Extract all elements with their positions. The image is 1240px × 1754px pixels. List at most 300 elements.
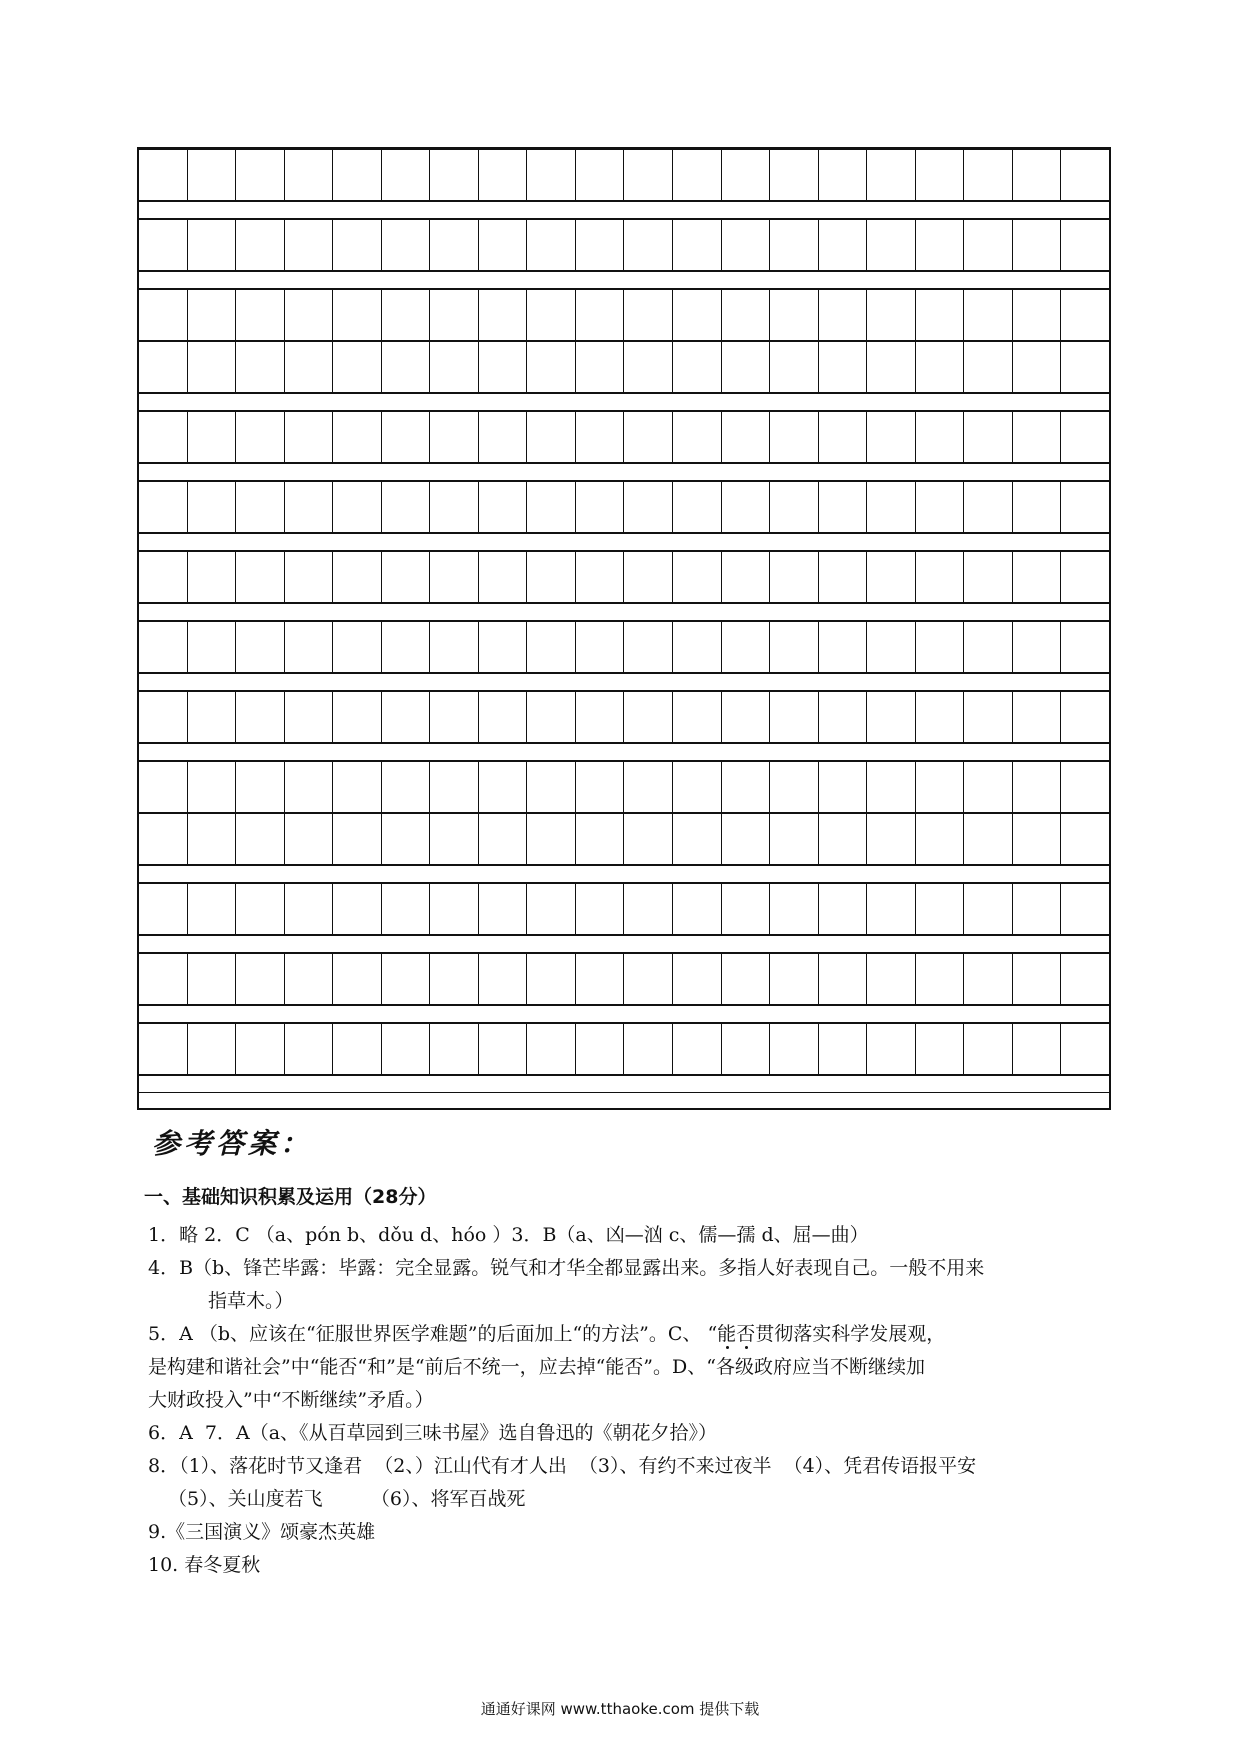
- grid-cell: [382, 220, 431, 270]
- grid-cell: [964, 290, 1013, 340]
- answer-text: 5．A （b、应该在“征服世界医学难题”的后面加上“的方法”。C、 “: [148, 1323, 718, 1345]
- grid-cell: [479, 220, 528, 270]
- grid-cell: [236, 622, 285, 672]
- grid-cell: [1013, 552, 1062, 602]
- grid-gap-strip: [139, 743, 1109, 761]
- grid-cell: [527, 622, 576, 672]
- grid-cell: [576, 1024, 625, 1074]
- grid-cell: [430, 412, 479, 462]
- grid-gap-strip: [139, 603, 1109, 621]
- grid-cell: [236, 954, 285, 1004]
- grid-cell: [576, 954, 625, 1004]
- grid-cell: [770, 290, 819, 340]
- grid-cell: [624, 552, 673, 602]
- grid-cell: [722, 412, 771, 462]
- grid-cell: [479, 482, 528, 532]
- grid-cell: [285, 954, 334, 1004]
- grid-cell: [527, 220, 576, 270]
- grid-cell: [673, 954, 722, 1004]
- grid-cell: [867, 412, 916, 462]
- grid-cell: [722, 884, 771, 934]
- grid-gap-strip: [139, 1075, 1109, 1093]
- grid-cell: [527, 150, 576, 200]
- grid-cell: [1061, 692, 1109, 742]
- answer-line: [148, 1318, 1118, 1351]
- grid-cell: [527, 762, 576, 812]
- grid-cell: [867, 150, 916, 200]
- grid-cell: [964, 884, 1013, 934]
- grid-cell: [479, 954, 528, 1004]
- grid-cell: [285, 1024, 334, 1074]
- grid-cell: [964, 1024, 1013, 1074]
- grid-cell: [624, 622, 673, 672]
- grid-cell: [285, 412, 334, 462]
- grid-gap-strip: [139, 201, 1109, 219]
- grid-cell: [333, 342, 382, 392]
- grid-cell: [916, 692, 965, 742]
- grid-cell: [722, 692, 771, 742]
- grid-cell: [382, 884, 431, 934]
- grid-cell: [527, 552, 576, 602]
- grid-cell: [819, 692, 868, 742]
- grid-cell: [236, 1024, 285, 1074]
- grid-row: [139, 551, 1109, 603]
- grid-cell: [722, 622, 771, 672]
- grid-cell: [819, 954, 868, 1004]
- grid-cell: [770, 692, 819, 742]
- emphasis-char: 否: [736, 1323, 756, 1345]
- grid-cell: [722, 150, 771, 200]
- grid-cell: [430, 814, 479, 864]
- grid-cell: [479, 290, 528, 340]
- grid-cell: [867, 552, 916, 602]
- grid-cell: [1013, 622, 1062, 672]
- answer-line: 是构建和谐社会”中“能否“和”是“前后不统一，应去掉“能否”。D、“各级政府应当不断继续加: [148, 1356, 925, 1378]
- grid-cell: [673, 692, 722, 742]
- grid-cell: [188, 692, 237, 742]
- grid-cell: [527, 290, 576, 340]
- emphasis-char: 能: [717, 1323, 737, 1345]
- grid-cell: [285, 552, 334, 602]
- grid-cell: [527, 954, 576, 1004]
- answer-line: 8．（1）、落花时节又逢君 （2、）江山代有才人出 （3）、有约不来过夜半 （4）、凭君传语报平安: [148, 1455, 977, 1477]
- grid-cell: [1013, 1024, 1062, 1074]
- grid-cell: [576, 692, 625, 742]
- grid-cell: [1013, 150, 1062, 200]
- answer-line: 10. 春冬夏秋: [148, 1554, 261, 1576]
- grid-cell: [964, 814, 1013, 864]
- grid-cell: [916, 482, 965, 532]
- grid-cell: [916, 884, 965, 934]
- grid-cell: [139, 220, 188, 270]
- grid-cell: [139, 692, 188, 742]
- grid-cell: [1013, 290, 1062, 340]
- grid-cell: [624, 290, 673, 340]
- grid-cell: [673, 290, 722, 340]
- grid-row: [139, 149, 1109, 201]
- answer-line: 指草木。）: [208, 1290, 294, 1312]
- grid-cell: [770, 954, 819, 1004]
- grid-cell: [1061, 1024, 1109, 1074]
- grid-cell: [576, 290, 625, 340]
- grid-cell: [236, 220, 285, 270]
- grid-cell: [333, 622, 382, 672]
- grid-cell: [770, 1024, 819, 1074]
- grid-cell: [188, 622, 237, 672]
- grid-cell: [333, 814, 382, 864]
- grid-cell: [139, 342, 188, 392]
- composition-grid: [137, 147, 1111, 1110]
- grid-cell: [819, 552, 868, 602]
- grid-cell: [916, 412, 965, 462]
- grid-cell: [964, 150, 1013, 200]
- grid-cell: [770, 482, 819, 532]
- grid-cell: [867, 884, 916, 934]
- grid-cell: [624, 884, 673, 934]
- grid-cell: [527, 814, 576, 864]
- answer-text: 贯彻落实科学发展观，: [755, 1323, 946, 1345]
- grid-cell: [382, 290, 431, 340]
- grid-cell: [236, 290, 285, 340]
- grid-cell: [819, 884, 868, 934]
- grid-cell: [333, 884, 382, 934]
- grid-cell: [964, 412, 1013, 462]
- grid-cell: [867, 1024, 916, 1074]
- grid-cell: [673, 552, 722, 602]
- grid-cell: [188, 412, 237, 462]
- grid-cell: [964, 342, 1013, 392]
- grid-row: [139, 289, 1109, 341]
- grid-cell: [1013, 692, 1062, 742]
- answer-section: [144, 1122, 1118, 1582]
- grid-cell: [867, 342, 916, 392]
- grid-cell: [576, 220, 625, 270]
- grid-cell: [430, 150, 479, 200]
- grid-cell: [624, 412, 673, 462]
- grid-cell: [673, 342, 722, 392]
- grid-cell: [430, 954, 479, 1004]
- grid-cell: [624, 1024, 673, 1074]
- grid-cell: [1061, 150, 1109, 200]
- grid-cell: [333, 290, 382, 340]
- grid-cell: [722, 954, 771, 1004]
- grid-cell: [285, 342, 334, 392]
- grid-cell: [916, 220, 965, 270]
- grid-cell: [139, 482, 188, 532]
- grid-cell: [770, 150, 819, 200]
- grid-cell: [382, 150, 431, 200]
- grid-cell: [382, 482, 431, 532]
- grid-cell: [430, 482, 479, 532]
- grid-cell: [285, 814, 334, 864]
- grid-cell: [722, 762, 771, 812]
- grid-cell: [382, 762, 431, 812]
- grid-cell: [285, 150, 334, 200]
- grid-cell: [139, 412, 188, 462]
- grid-cell: [430, 1024, 479, 1074]
- grid-gap-strip: [139, 463, 1109, 481]
- grid-cell: [1061, 954, 1109, 1004]
- grid-cell: [382, 622, 431, 672]
- grid-cell: [527, 412, 576, 462]
- grid-cell: [139, 762, 188, 812]
- grid-cell: [673, 150, 722, 200]
- grid-cell: [722, 342, 771, 392]
- grid-cell: [479, 1024, 528, 1074]
- grid-row: [139, 411, 1109, 463]
- grid-cell: [916, 622, 965, 672]
- grid-cell: [333, 1024, 382, 1074]
- grid-cell: [236, 482, 285, 532]
- grid-cell: [1013, 482, 1062, 532]
- grid-cell: [673, 220, 722, 270]
- grid-cell: [819, 412, 868, 462]
- grid-cell: [139, 884, 188, 934]
- grid-cell: [285, 622, 334, 672]
- grid-cell: [964, 220, 1013, 270]
- grid-cell: [867, 954, 916, 1004]
- grid-cell: [673, 622, 722, 672]
- grid-cell: [236, 884, 285, 934]
- grid-cell: [479, 552, 528, 602]
- grid-cell: [964, 692, 1013, 742]
- grid-cell: [139, 954, 188, 1004]
- grid-row: [139, 761, 1109, 813]
- grid-cell: [576, 814, 625, 864]
- grid-cell: [964, 954, 1013, 1004]
- grid-cell: [624, 762, 673, 812]
- grid-cell: [382, 954, 431, 1004]
- grid-cell: [819, 290, 868, 340]
- grid-cell: [285, 290, 334, 340]
- grid-cell: [916, 762, 965, 812]
- grid-cell: [188, 150, 237, 200]
- grid-cell: [1061, 762, 1109, 812]
- grid-cell: [673, 762, 722, 812]
- grid-cell: [867, 692, 916, 742]
- grid-cell: [139, 552, 188, 602]
- grid-cell: [236, 342, 285, 392]
- grid-cell: [770, 220, 819, 270]
- grid-cell: [333, 692, 382, 742]
- grid-cell: [236, 552, 285, 602]
- grid-cell: [1013, 762, 1062, 812]
- grid-cell: [430, 622, 479, 672]
- grid-cell: [576, 622, 625, 672]
- answer-line: 6．A 7．A（a、《从百草园到三味书屋》选自鲁迅的《朝花夕拾》）: [148, 1422, 718, 1444]
- grid-cell: [333, 150, 382, 200]
- grid-cell: [430, 342, 479, 392]
- grid-cell: [188, 482, 237, 532]
- grid-cell: [382, 552, 431, 602]
- grid-cell: [916, 150, 965, 200]
- grid-cell: [770, 622, 819, 672]
- grid-row: [139, 621, 1109, 673]
- grid-gap-strip: [139, 1005, 1109, 1023]
- grid-cell: [1061, 412, 1109, 462]
- grid-cell: [576, 884, 625, 934]
- grid-row: [139, 813, 1109, 865]
- grid-cell: [819, 762, 868, 812]
- grid-gap-strip: [139, 533, 1109, 551]
- grid-cell: [139, 814, 188, 864]
- grid-gap-strip: [139, 673, 1109, 691]
- grid-cell: [285, 482, 334, 532]
- grid-cell: [624, 150, 673, 200]
- grid-cell: [333, 482, 382, 532]
- grid-cell: [188, 762, 237, 812]
- grid-cell: [188, 884, 237, 934]
- grid-cell: [479, 692, 528, 742]
- grid-cell: [1013, 342, 1062, 392]
- grid-cell: [430, 692, 479, 742]
- grid-cell: [770, 412, 819, 462]
- grid-cell: [479, 150, 528, 200]
- grid-cell: [527, 692, 576, 742]
- grid-cell: [188, 814, 237, 864]
- grid-cell: [722, 482, 771, 532]
- answer-line: 1．略 2．C （a、pón b、dǒu d、hóo ）3．B（a、凶—汹 c、儒—孺 d、屈—曲）: [148, 1224, 869, 1246]
- grid-cell: [576, 342, 625, 392]
- grid-cell: [479, 814, 528, 864]
- grid-cell: [819, 342, 868, 392]
- grid-cell: [139, 150, 188, 200]
- grid-cell: [1061, 814, 1109, 864]
- grid-cell: [867, 762, 916, 812]
- grid-cell: [139, 1024, 188, 1074]
- grid-cell: [188, 290, 237, 340]
- grid-cell: [479, 412, 528, 462]
- answer-line: 9.《三国演义》颂豪杰英雄: [148, 1521, 376, 1543]
- grid-cell: [770, 884, 819, 934]
- grid-cell: [430, 762, 479, 812]
- grid-cell: [430, 552, 479, 602]
- grid-cell: [673, 1024, 722, 1074]
- grid-gap-strip: [139, 393, 1109, 411]
- grid-cell: [722, 552, 771, 602]
- grid-cell: [479, 342, 528, 392]
- grid-cell: [722, 290, 771, 340]
- grid-cell: [527, 884, 576, 934]
- grid-cell: [964, 482, 1013, 532]
- grid-cell: [722, 220, 771, 270]
- grid-cell: [382, 692, 431, 742]
- grid-cell: [236, 150, 285, 200]
- grid-cell: [819, 622, 868, 672]
- grid-cell: [1013, 954, 1062, 1004]
- grid-cell: [624, 954, 673, 1004]
- grid-cell: [236, 412, 285, 462]
- grid-cell: [333, 220, 382, 270]
- answer-title: 参考答案：: [152, 1127, 313, 1160]
- grid-cell: [285, 884, 334, 934]
- grid-cell: [819, 220, 868, 270]
- grid-cell: [1061, 622, 1109, 672]
- grid-cell: [285, 692, 334, 742]
- grid-cell: [1061, 342, 1109, 392]
- grid-cell: [916, 954, 965, 1004]
- grid-gap-strip: [139, 865, 1109, 883]
- grid-cell: [188, 1024, 237, 1074]
- grid-row: [139, 1023, 1109, 1075]
- grid-cell: [673, 482, 722, 532]
- grid-cell: [1061, 884, 1109, 934]
- answer-line: 4．B（b、锋芒毕露：毕露：完全显露。锐气和才华全都显露出来。多指人好表现自己。一般不用来: [148, 1257, 985, 1279]
- grid-cell: [382, 412, 431, 462]
- grid-cell: [382, 1024, 431, 1074]
- grid-cell: [916, 552, 965, 602]
- grid-cell: [430, 290, 479, 340]
- grid-cell: [867, 622, 916, 672]
- grid-row: [139, 481, 1109, 533]
- grid-row: [139, 953, 1109, 1005]
- grid-cell: [576, 552, 625, 602]
- grid-cell: [673, 412, 722, 462]
- grid-cell: [916, 1024, 965, 1074]
- grid-cell: [527, 482, 576, 532]
- grid-cell: [722, 814, 771, 864]
- grid-cell: [285, 762, 334, 812]
- grid-cell: [430, 220, 479, 270]
- grid-cell: [285, 220, 334, 270]
- grid-cell: [236, 692, 285, 742]
- grid-cell: [770, 342, 819, 392]
- grid-cell: [673, 884, 722, 934]
- grid-cell: [576, 150, 625, 200]
- grid-gap-strip: [139, 935, 1109, 953]
- grid-cell: [1013, 220, 1062, 270]
- grid-cell: [624, 814, 673, 864]
- grid-cell: [819, 1024, 868, 1074]
- grid-cell: [867, 220, 916, 270]
- grid-cell: [964, 552, 1013, 602]
- grid-cell: [576, 482, 625, 532]
- grid-cell: [479, 762, 528, 812]
- grid-cell: [819, 150, 868, 200]
- grid-cell: [576, 412, 625, 462]
- grid-cell: [624, 482, 673, 532]
- grid-cell: [1061, 552, 1109, 602]
- grid-cell: [916, 814, 965, 864]
- grid-cell: [867, 290, 916, 340]
- grid-cell: [819, 482, 868, 532]
- grid-cell: [236, 762, 285, 812]
- grid-cell: [1061, 482, 1109, 532]
- grid-cell: [964, 762, 1013, 812]
- grid-cell: [624, 342, 673, 392]
- grid-cell: [673, 814, 722, 864]
- grid-cell: [479, 622, 528, 672]
- grid-cell: [188, 342, 237, 392]
- grid-row: [139, 691, 1109, 743]
- grid-cell: [479, 884, 528, 934]
- grid-cell: [1013, 884, 1062, 934]
- grid-cell: [382, 342, 431, 392]
- grid-cell: [236, 814, 285, 864]
- grid-cell: [1061, 290, 1109, 340]
- grid-row: [139, 219, 1109, 271]
- grid-cell: [527, 1024, 576, 1074]
- grid-cell: [188, 552, 237, 602]
- grid-cell: [819, 814, 868, 864]
- grid-cell: [624, 692, 673, 742]
- grid-cell: [430, 884, 479, 934]
- grid-cell: [722, 1024, 771, 1074]
- answer-line: （5）、关山度若飞 （6）、将军百战死: [168, 1488, 526, 1510]
- grid-cell: [576, 762, 625, 812]
- grid-cell: [770, 552, 819, 602]
- grid-row: [139, 341, 1109, 393]
